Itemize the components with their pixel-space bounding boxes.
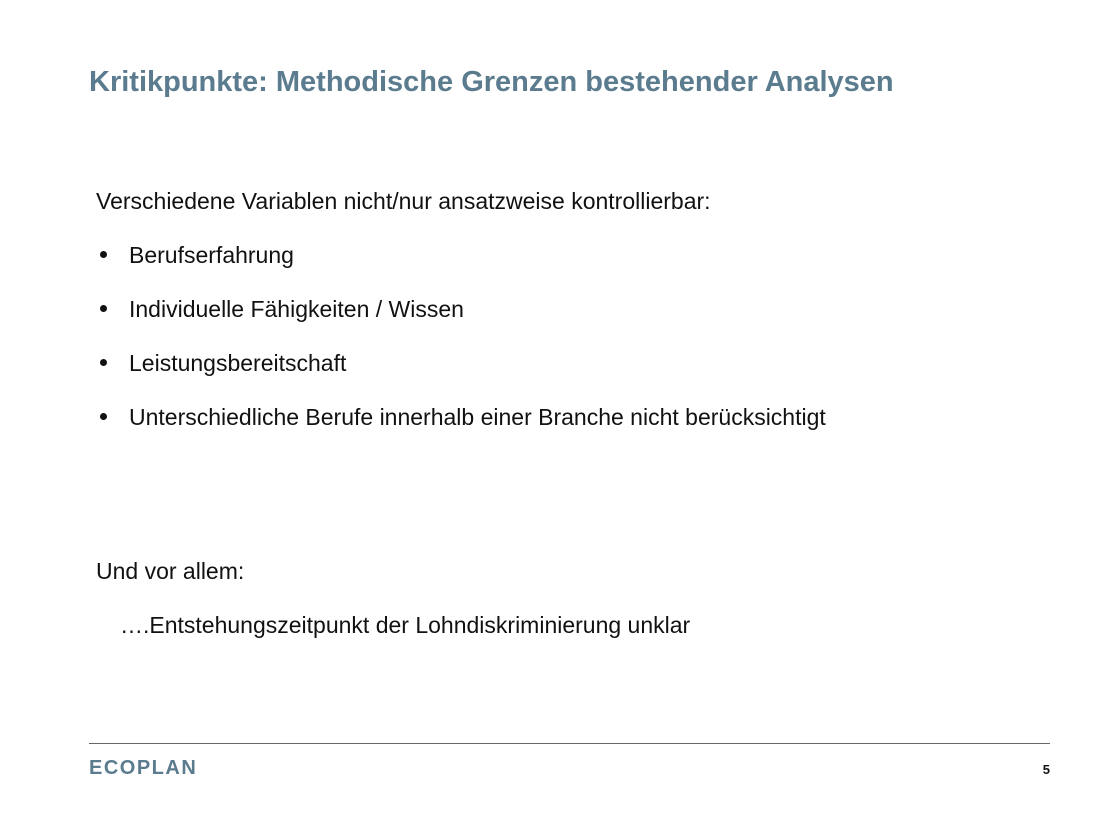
bullet-text: Leistungsbereitschaft	[129, 350, 347, 376]
bullet-text: Unterschiedliche Berufe innerhalb einer Branche nicht berücksichtigt	[129, 404, 826, 430]
bullet-item	[96, 290, 996, 328]
conclusion-text: ….Entstehungszeitpunkt der Lohndiskriminierung unklar	[120, 612, 691, 638]
bullet-icon	[100, 251, 107, 258]
bullet-list	[96, 236, 996, 436]
emphasis-intro: Und vor allem:	[96, 558, 245, 584]
intro-text: Verschiedene Variablen nicht/nur ansatzweise kontrollierbar:	[96, 188, 711, 214]
brand-logo: ECOPLAN	[89, 757, 198, 779]
bullet-item	[96, 344, 996, 382]
bullet-item	[96, 398, 996, 436]
bullet-text: Berufserfahrung	[129, 242, 294, 268]
footer-divider	[89, 743, 1050, 744]
page-number: 5	[1042, 762, 1050, 777]
bullet-text: Individuelle Fähigkeiten / Wissen	[129, 296, 464, 322]
bullet-item	[96, 236, 996, 274]
bullet-icon	[100, 305, 107, 312]
bullet-icon	[100, 413, 107, 420]
slide-body	[96, 182, 996, 452]
bullet-icon	[100, 359, 107, 366]
slide-title: Kritikpunkte: Methodische Grenzen bestehender Analysen	[89, 66, 894, 98]
